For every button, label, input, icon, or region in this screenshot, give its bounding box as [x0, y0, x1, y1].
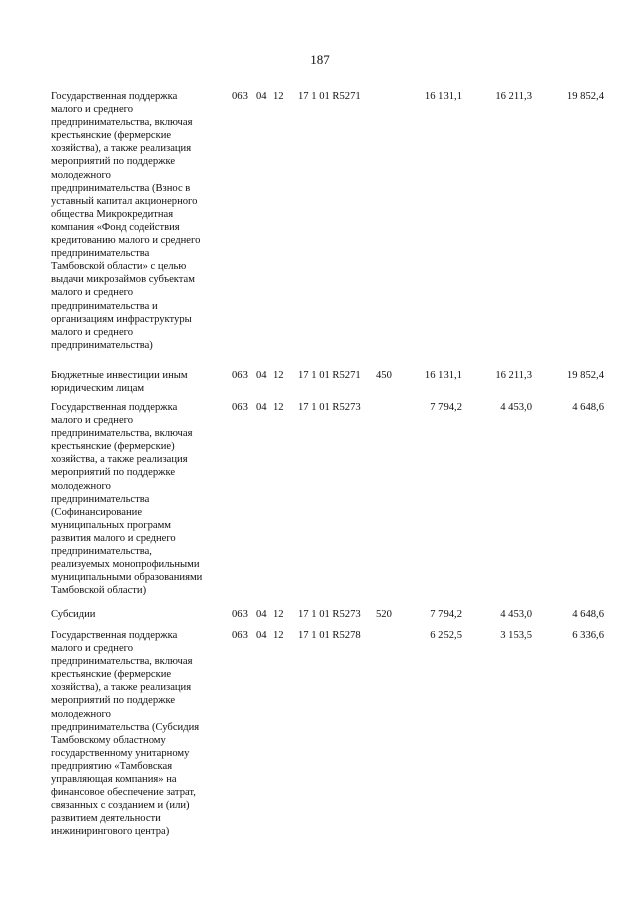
- subsection-code: 12: [273, 91, 284, 102]
- description-line: мероприятий по поддержке: [51, 467, 176, 479]
- description-line: финансовое обеспечение затрат,: [51, 787, 196, 799]
- description-line: связанных с созданием и (или): [51, 800, 190, 812]
- description-line: реализуемых монопрофильными: [51, 559, 200, 571]
- description-line: Государственная поддержка: [51, 91, 178, 102]
- subsection-code: 12: [273, 609, 284, 620]
- subsection-code: 12: [273, 370, 284, 381]
- target-article-code: 17 1 01 R5278: [298, 630, 361, 641]
- amount-year-3: 4 648,6: [572, 402, 604, 413]
- description-line: предпринимательства): [51, 339, 153, 351]
- description-line: крестьянские (фермерские): [51, 441, 175, 453]
- amount-year-2: 16 211,3: [495, 370, 532, 381]
- description-line: юридическим лицам: [51, 383, 145, 395]
- amount-year-3: 4 648,6: [572, 609, 604, 620]
- amount-year-3: 19 852,4: [566, 91, 604, 102]
- amount-year-1: 6 252,5: [430, 630, 462, 641]
- row-description: [51, 629, 229, 839]
- description-line: (Софинансирование: [51, 506, 143, 518]
- page-number: 187: [310, 52, 330, 67]
- amount-year-3: 19 852,4: [566, 370, 604, 381]
- amount-year-2: 4 453,0: [500, 609, 532, 620]
- row-description: [51, 608, 229, 621]
- description-line: Тамбовской области): [51, 585, 147, 597]
- description-line: кредитованию малого и среднего: [51, 235, 201, 247]
- expense-type-code: 450: [376, 370, 392, 381]
- description-line: мероприятий по поддержке: [51, 156, 176, 168]
- description-line: молодежного: [51, 708, 111, 720]
- row-description: [51, 90, 229, 352]
- ministry-code: 063: [232, 370, 248, 381]
- description-line: Бюджетные инвестиции иным: [51, 370, 188, 381]
- description-line: Государственная поддержка: [51, 402, 178, 413]
- description-line: выдачи микрозаймов субъектам: [51, 274, 195, 286]
- description-line: хозяйства), а также реализация: [51, 682, 192, 694]
- description-line: предприятию «Тамбовская: [51, 760, 173, 772]
- description-line: крестьянские (фермерские: [51, 130, 172, 142]
- description-line: хозяйства), а также реализация: [51, 143, 192, 155]
- description-line: малого и среднего: [51, 287, 134, 299]
- description-line: уставный капитал акционерного: [51, 195, 198, 207]
- description-line: предпринимательства: [51, 248, 150, 260]
- ministry-code: 063: [232, 91, 248, 102]
- ministry-code: 063: [232, 609, 248, 620]
- ministry-code: 063: [232, 630, 248, 641]
- section-code: 04: [256, 609, 267, 620]
- amount-year-2: 4 453,0: [500, 402, 532, 413]
- description-line: молодежного: [51, 480, 111, 492]
- description-line: мероприятий по поддержке: [51, 695, 176, 707]
- description-line: крестьянские (фермерские: [51, 669, 172, 681]
- section-code: 04: [256, 630, 267, 641]
- description-line: предпринимательства, включая: [51, 656, 193, 668]
- description-line: муниципальными образованиями: [51, 572, 203, 584]
- description-line: муниципальных программ: [51, 519, 172, 531]
- description-line: малого и среднего: [51, 415, 134, 427]
- amount-year-1: 7 794,2: [430, 402, 462, 413]
- description-line: предпринимательства: [51, 493, 150, 505]
- row-description: [51, 369, 229, 395]
- description-line: предпринимательства, включая: [51, 428, 193, 440]
- description-line: Тамбовской области» с целью: [51, 261, 187, 273]
- section-code: 04: [256, 91, 267, 102]
- row-description: [51, 401, 229, 597]
- subsection-code: 12: [273, 630, 284, 641]
- description-line: малого и среднего: [51, 326, 134, 338]
- expense-type-code: 520: [376, 609, 392, 620]
- section-code: 04: [256, 370, 267, 381]
- target-article-code: 17 1 01 R5271: [298, 91, 361, 102]
- description-line: Тамбовскому областному: [51, 734, 166, 746]
- description-line: компания «Фонд содействия: [51, 221, 180, 233]
- description-line: хозяйства, а также реализация: [51, 454, 188, 466]
- description-line: общества Микрокредитная: [51, 208, 174, 220]
- ministry-code: 063: [232, 402, 248, 413]
- amount-year-1: 16 131,1: [424, 91, 462, 102]
- description-line: предпринимательства (Взнос в: [51, 182, 191, 194]
- description-line: молодежного: [51, 169, 111, 181]
- subsection-code: 12: [273, 402, 284, 413]
- description-line: развития малого и среднего: [51, 532, 176, 544]
- amount-year-3: 6 336,6: [572, 630, 604, 641]
- description-line: малого и среднего: [51, 104, 134, 116]
- target-article-code: 17 1 01 R5271: [298, 370, 361, 381]
- description-line: управляющая компания» на: [51, 774, 177, 786]
- description-line: развитием деятельности: [51, 813, 161, 825]
- description-line: предпринимательства,: [51, 546, 152, 558]
- target-article-code: 17 1 01 R5273: [298, 609, 361, 620]
- amount-year-2: 3 153,5: [500, 630, 532, 641]
- description-line: Субсидии: [51, 609, 96, 620]
- description-line: Государственная поддержка: [51, 630, 178, 641]
- description-line: государственному унитарному: [51, 747, 190, 759]
- description-line: предпринимательства (Субсидия: [51, 721, 200, 733]
- description-line: инжинирингового центра): [51, 826, 170, 838]
- amount-year-2: 16 211,3: [495, 91, 532, 102]
- description-line: организациям инфраструктуры: [51, 313, 192, 325]
- section-code: 04: [256, 402, 267, 413]
- description-line: предпринимательства и: [51, 300, 158, 312]
- description-line: предпринимательства, включая: [51, 117, 193, 129]
- target-article-code: 17 1 01 R5273: [298, 402, 361, 413]
- amount-year-1: 16 131,1: [424, 370, 462, 381]
- description-line: малого и среднего: [51, 643, 134, 655]
- amount-year-1: 7 794,2: [430, 609, 462, 620]
